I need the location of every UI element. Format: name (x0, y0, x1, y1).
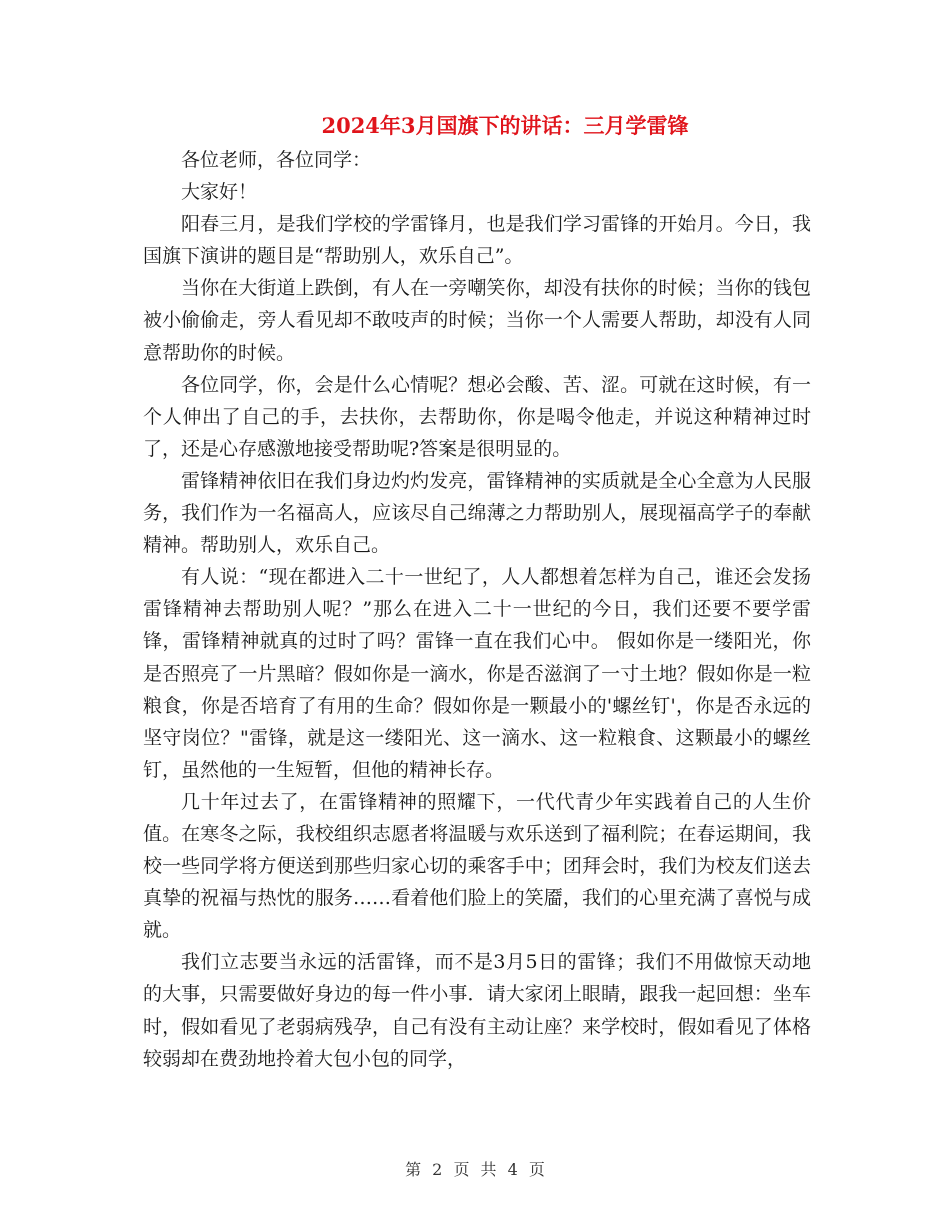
paragraph: 我们立志要当永远的活雷锋，而不是3月5日的雷锋；我们不用做惊天动地的大事，只需要做好身边的每一件小事．请大家闭上眼睛，跟我一起回想：坐车时，假如看见了老弱病残孕，自己有没有主动让座？来学校时，假如看见了体格较弱却在费劲地拎着大包小包的同学， (143, 951, 811, 1070)
paragraph-greeting: 大家好！ (181, 181, 258, 204)
page-number-footer: 第 2 页 共 4 页 (405, 1160, 545, 1179)
paragraph: 有人说：“现在都进入二十一世纪了，人人都想着怎样为自己，谁还会发扬雷锋精神去帮助别人呢？”那么在进入二十一世纪的今日，我们还要不要学雷锋，雷锋精神就真的过时了吗？雷锋一直在我们心中。 假如你是一缕阳光，你是否照亮了一片黑暗？假如你是一滴水，你是否滋润了一寸土地？假如你是一粒粮食，你是否培育了有用的生命？假如你是一颗最小的'螺丝钉'，你是否永远的坚守岗位？"雷锋，就是这一缕阳光、这一滴水、这一粒粮食、这颗最小的螺丝钉，虽然他的一生短暂，但他的精神长存。 (143, 566, 811, 781)
paragraph: 几十年过去了，在雷锋精神的照耀下，一代代青少年实践着自己的人生价值。在寒冬之际，我校组织志愿者将温暖与欢乐送到了福利院；在春运期间，我校一些同学将方便送到那些归家心切的乘客手中；团拜会时，我们为校友们送去真挚的祝福与热忱的服务……看着他们脸上的笑靥，我们的心里充满了喜悦与成就。 (143, 790, 811, 942)
paragraph: 阳春三月，是我们学校的学雷锋月，也是我们学习雷锋的开始月。今日，我国旗下演讲的题目是“帮助别人，欢乐自己”。 (143, 213, 811, 268)
paragraph-salutation: 各位老师，各位同学： (181, 149, 372, 171)
document-title: 2024年3月国旗下的讲话：三月学雷锋 (321, 113, 689, 138)
document-body (143, 144, 811, 1075)
paragraph: 各位同学，你，会是什么心情呢？想必会酸、苦、涩。可就在这时候，有一个人伸出了自己的手，去扶你，去帮助你，你是喝令他走，并说这种精神过时了，还是心存感激地接受帮助呢?答案是很明显的。 (143, 373, 811, 460)
paragraph: 雷锋精神依旧在我们身边灼灼发亮，雷锋精神的实质就是全心全意为人民服务，我们作为一名福高人，应该尽自己绵薄之力帮助别人，展现福高学子的奉献精神。帮助别人，欢乐自己。 (143, 469, 811, 557)
paragraph: 当你在大街道上跌倒，有人在一旁嘲笑你，却没有扶你的时候；当你的钱包被小偷偷走，旁人看见却不敢吱声的时候；当你一个人需要人帮助，却没有人同意帮助你的时候。 (143, 277, 811, 364)
